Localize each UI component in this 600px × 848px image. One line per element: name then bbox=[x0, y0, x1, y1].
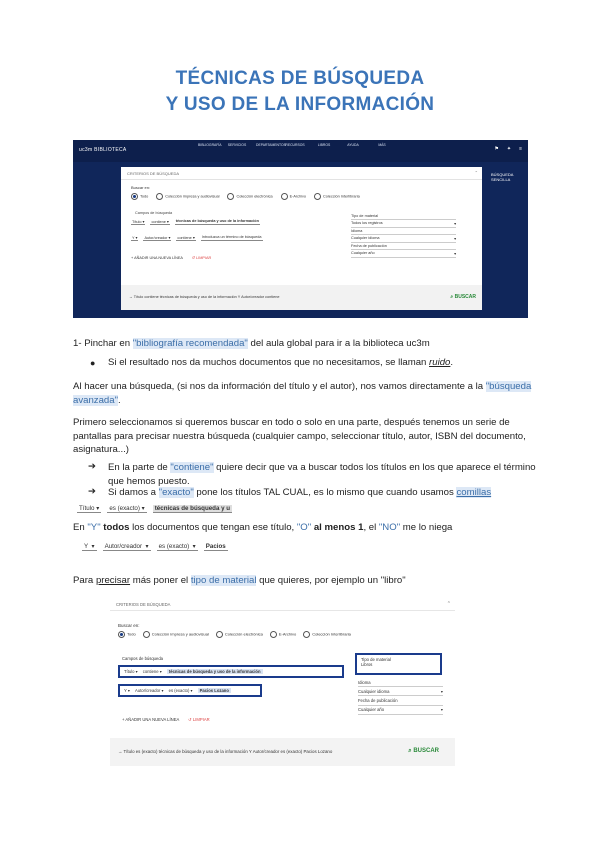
date-label: Fecha de publicación bbox=[358, 696, 443, 705]
search-in-label: Buscar en: bbox=[131, 185, 151, 190]
search-in-label: Buscar en: bbox=[118, 623, 140, 628]
language-select[interactable]: Cualquier idioma ▾ bbox=[351, 236, 456, 241]
search-term-input[interactable]: técnicas de búsqueda y uso de la información bbox=[175, 219, 259, 223]
boolean-select[interactable]: Y ▾ bbox=[132, 236, 138, 240]
nav-item[interactable]: RECURSOS bbox=[285, 143, 305, 147]
field-select[interactable]: Título ▾ bbox=[124, 669, 138, 674]
page-title-line1: TÉCNICAS DE BÚSQUEDA bbox=[175, 68, 425, 89]
language-select[interactable]: Cualquier idioma ▾ bbox=[358, 687, 443, 696]
radio-impresa[interactable]: Colección impresa y audiovisual bbox=[156, 193, 219, 200]
library-screenshot-2 bbox=[110, 598, 455, 770]
field-select[interactable]: Título ▾ bbox=[79, 505, 100, 512]
exact-author-example bbox=[82, 543, 228, 551]
field-select[interactable]: Título ▾ bbox=[132, 220, 145, 224]
operator-select[interactable]: es (exacto) ▾ bbox=[109, 505, 145, 512]
divider bbox=[121, 179, 482, 180]
field-select[interactable]: Autor/creador ▾ bbox=[104, 543, 149, 550]
search-term-input[interactable]: Pacios Lozano bbox=[199, 688, 229, 693]
library-brand: uc3m BIBLIOTECA bbox=[79, 147, 127, 153]
language-label: Idioma bbox=[351, 228, 456, 235]
bookmark-icon[interactable]: ⚑ bbox=[494, 146, 499, 152]
search-row-1 bbox=[131, 219, 260, 225]
nav-item[interactable]: BIBLIOGRAFÍA bbox=[198, 143, 222, 147]
bullet-item: Si el resultado nos da muchos documentos que no necesitamos, se llaman ruido. bbox=[108, 357, 454, 368]
search-fields-label: Campos de búsqueda bbox=[122, 656, 163, 661]
radio-icon bbox=[118, 631, 125, 638]
radio-todo[interactable]: Todo bbox=[118, 631, 136, 638]
material-type-label: Tipo de material bbox=[361, 657, 391, 662]
query-summary-bar bbox=[121, 285, 482, 310]
field-select[interactable]: Autor/creador ▾ bbox=[134, 688, 164, 693]
radio-electronica[interactable]: Colección electrónica bbox=[216, 631, 263, 638]
radio-icon bbox=[270, 631, 277, 638]
criteria-header: CRITERIOS DE BÚSQUEDA bbox=[127, 171, 180, 176]
date-label: Fecha de publicación bbox=[351, 243, 456, 250]
radio-earchivo[interactable]: E-Archivo bbox=[270, 631, 296, 638]
filters-column bbox=[358, 678, 443, 715]
radio-icon bbox=[303, 631, 310, 638]
radio-earchivo[interactable]: E-Archivo bbox=[281, 193, 306, 200]
reset-button[interactable]: ↺ LIMPIAR bbox=[188, 717, 210, 722]
arrow-item-2: Si damos a "exacto" pone los títulos TAL CUAL, es lo mismo que cuando usamos comillas bbox=[108, 487, 492, 498]
divider bbox=[110, 610, 455, 611]
paragraph-5: Para precisar más poner el tipo de material que quieres, por ejemplo un "libro" bbox=[73, 575, 406, 586]
bullet-dot: ● bbox=[90, 358, 96, 368]
query-summary: → Título contiene técnicas de búsqueda y uso de la información Y Autor/creador contiene bbox=[129, 295, 280, 299]
radio-interlibraria[interactable]: Colección Interlibraria bbox=[314, 193, 360, 200]
radio-todo[interactable]: Todo bbox=[131, 193, 148, 200]
radio-icon bbox=[281, 193, 288, 200]
radio-icon bbox=[143, 631, 150, 638]
radio-icon bbox=[227, 193, 234, 200]
radio-icon bbox=[216, 631, 223, 638]
language-label: Idioma bbox=[358, 678, 443, 687]
radio-interlibraria[interactable]: Colección Interlibraria bbox=[303, 631, 351, 638]
filters-column bbox=[351, 213, 456, 258]
material-type-select[interactable] bbox=[355, 653, 442, 675]
add-line-row bbox=[122, 717, 210, 722]
paragraph-1: 1- Pinchar en "bibliografía recomendada" del aula global para ir a la biblioteca uc3m bbox=[73, 338, 430, 349]
topbar-icons bbox=[494, 146, 522, 152]
operator-select[interactable]: contiene ▾ bbox=[142, 669, 162, 674]
paragraph-2: Al hacer una búsqueda, (si nos da información del título y el autor), nos vamos directamente a la "búsqueda avanzada". bbox=[73, 381, 532, 406]
material-type-select[interactable]: Todos los registros ▾ bbox=[351, 221, 456, 226]
date-select[interactable]: Cualquier año ▾ bbox=[358, 706, 443, 715]
library-screenshot-1 bbox=[73, 140, 528, 318]
nav-item[interactable]: SERVICIOS bbox=[227, 143, 247, 147]
arrow-icon: ➔ bbox=[88, 486, 97, 497]
radio-icon bbox=[156, 193, 163, 200]
arrow-item-1: En la parte de "contiene" quiere decir que va a buscar todos los títulos en los que aparece el término que hemos puesto. bbox=[108, 462, 536, 487]
search-term-input[interactable]: Pacios bbox=[205, 543, 226, 550]
field-select[interactable]: Autor/creador ▾ bbox=[144, 236, 171, 240]
search-button[interactable]: ⌕ BUSCAR bbox=[450, 294, 476, 300]
simple-search-link[interactable]: BÚSQUEDA SENCILLA bbox=[491, 172, 514, 182]
nav-item[interactable]: MÁS bbox=[378, 143, 386, 147]
operator-select[interactable]: contiene ▾ bbox=[177, 236, 195, 240]
boolean-select[interactable]: Y ▾ bbox=[124, 688, 130, 693]
nav-item[interactable]: LIBROS bbox=[317, 143, 331, 147]
reset-button[interactable]: ↺ LIMPIAR bbox=[191, 256, 212, 260]
criteria-header: CRITERIOS DE BÚSQUEDA bbox=[116, 602, 171, 607]
search-term-input[interactable]: Introduzca un término de búsqueda bbox=[201, 235, 262, 239]
paragraph-4: En "Y" todos los documentos que tengan ese título, "O" al menos 1, el "NO" me lo niega bbox=[73, 522, 453, 533]
scope-radio-group bbox=[131, 193, 360, 200]
nav-item[interactable]: AYUDA bbox=[347, 143, 359, 147]
search-button[interactable]: ⌕ BUSCAR bbox=[408, 748, 439, 754]
radio-icon bbox=[314, 193, 321, 200]
material-type-value: Libros bbox=[361, 662, 373, 667]
add-line-button[interactable]: + AÑADIR UNA NUEVA LÍNEA bbox=[131, 256, 183, 260]
search-term-input[interactable]: técnicas de búsqueda y u bbox=[154, 505, 231, 512]
query-summary: → Título es (exacto) técnicas de búsqueda y uso de la información Y Autor/creador es (exacto) Pacios Lozano bbox=[118, 749, 333, 754]
pin-icon[interactable]: ✦ bbox=[506, 146, 512, 152]
radio-electronica[interactable]: Colección electrónica bbox=[227, 193, 272, 200]
library-topbar bbox=[73, 140, 528, 162]
scope-radio-group bbox=[118, 631, 351, 638]
nav-item[interactable]: DEPARTAMENTOS bbox=[256, 143, 286, 147]
operator-select[interactable]: es (exacto) ▾ bbox=[168, 688, 193, 693]
add-line-row bbox=[131, 255, 211, 260]
search-fields-label: Campos de búsqueda bbox=[135, 211, 173, 215]
chevron-up-icon[interactable]: ⌃ bbox=[446, 601, 451, 607]
search-row-2 bbox=[118, 684, 262, 697]
search-term-input[interactable]: técnicas de búsqueda y uso de la información bbox=[168, 669, 261, 674]
radio-impresa[interactable]: Colección impresa y audiovisual bbox=[143, 631, 209, 638]
search-row-2 bbox=[131, 235, 263, 241]
menu-icon[interactable]: ≡ bbox=[519, 146, 522, 152]
add-line-button[interactable]: + AÑADIR UNA NUEVA LÍNEA bbox=[122, 717, 180, 722]
search-row-1 bbox=[118, 665, 344, 678]
advanced-search-panel bbox=[121, 167, 482, 310]
paragraph-3: Primero seleccionamos si queremos buscar en todo o solo en una parte, después tenemos un serie de pantallas para precisar nuestra búsqueda (cualquier campo, seleccionar título, autor, ISBN del documento, asignatura...) bbox=[73, 417, 526, 455]
operator-select[interactable]: es (exacto) ▾ bbox=[158, 543, 196, 550]
radio-icon bbox=[131, 193, 138, 200]
query-summary-bar bbox=[110, 738, 455, 766]
page-title-line2: Y USO DE LA INFORMACIÓN bbox=[165, 94, 435, 115]
date-select[interactable]: Cualquier año ▾ bbox=[351, 251, 456, 256]
boolean-select[interactable]: Y ▾ bbox=[84, 543, 95, 550]
material-type-label: Tipo de material bbox=[351, 213, 456, 220]
arrow-icon: ➔ bbox=[88, 461, 97, 472]
library-nav bbox=[198, 143, 392, 147]
operator-select[interactable]: contiene ▾ bbox=[151, 220, 169, 224]
exact-title-example bbox=[77, 505, 232, 513]
chevron-up-icon[interactable]: ⌃ bbox=[474, 170, 478, 175]
